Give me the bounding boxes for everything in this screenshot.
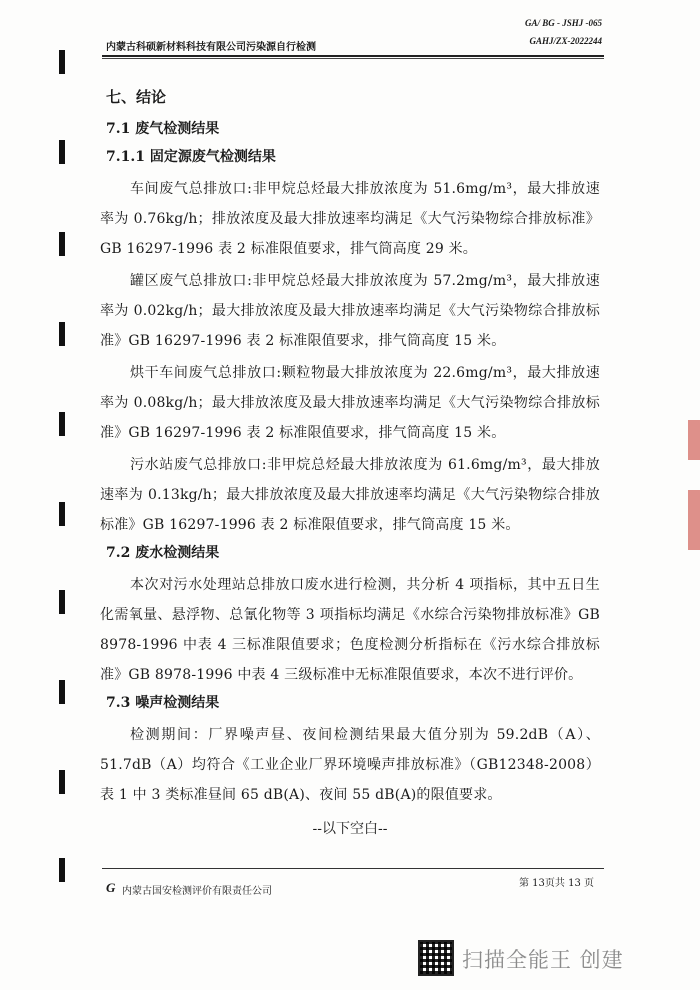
report-code: GA/ BG - JSHJ -065 [524, 18, 602, 28]
binding-mark [59, 232, 65, 256]
section-title: 七、结论 [106, 88, 167, 106]
binding-mark [59, 680, 65, 704]
paragraph-workshop-exhaust: 车间废气总排放口:非甲烷总烃最大排放浓度为 51.6mg/m³，最大排放速率为 0.76kg/h；排放浓度及最大排放速率均满足《大气污染物综合排放标准》GB 16297-1996 表 2 标准限值要求，排气筒高度 29 米。 [100, 181, 600, 257]
paragraph-wastewater: 本次对污水处理站总排放口废水进行检测，共分析 4 项指标，其中五日生化需氧量、悬浮物、总氰化物等 3 项指标均满足《水综合污染物排放标准》GB 8978-1996 中表 4 三标准限值要求；色度检测分析指标在《污水综合排放标准》GB 8978-1996 中表 4 三级标准中无标准限值要求，本次不进行评价。 [100, 577, 600, 683]
paragraph-sewage-exhaust: 污水站废气总排放口:非甲烷总烃最大排放浓度为 61.6mg/m³，最大排放速率为 0.13kg/h；最大排放浓度及最大排放速率均满足《大气污染物综合排放标准》GB 16297-1996 表 2 标准限值要求，排气筒高度 15 米。 [100, 457, 600, 533]
heading-fixed-source: 7.1.1 固定源废气检测结果 [106, 149, 276, 165]
qr-code-icon [418, 940, 454, 976]
binding-mark [59, 770, 65, 794]
binding-mark [59, 50, 65, 74]
heading-noise: 7.3 噪声检测结果 [106, 695, 220, 711]
footer-organization: 内蒙古国安检测评价有限责任公司 [122, 886, 272, 897]
header-title: 内蒙古科硕新材料科技有限公司污染源自行检测 [106, 42, 316, 53]
seal-edge-mark [688, 490, 700, 550]
header-rule-thin [102, 58, 604, 59]
seal-edge-mark [688, 420, 700, 460]
binding-mark [59, 858, 65, 882]
footer-rule [102, 868, 604, 869]
paragraph-noise: 检测期间：厂界噪声昼、夜间检测结果最大值分别为 59.2dB（A）、51.7dB（A）均符合《工业企业厂界环境噪声排放标准》（GB12348-2008）表 1 中 3 类标准昼间 65 dB(A)、夜间 55 dB(A)的限值要求。 [100, 727, 600, 803]
blank-note: --以下空白-- [312, 821, 388, 837]
binding-mark [59, 322, 65, 346]
company-logo-icon: G [106, 880, 116, 895]
binding-mark [59, 502, 65, 526]
paragraph-drying-exhaust: 烘干车间废气总排放口:颗粒物最大排放浓度为 22.6mg/m³，最大排放速率为 0.08kg/h；最大排放浓度及最大排放速率均满足《大气污染物综合排放标准》GB 16297-1996 表 2 标准限值要求，排气筒高度 15 米。 [100, 365, 600, 441]
heading-wastewater: 7.2 废水检测结果 [106, 545, 220, 561]
binding-mark [59, 140, 65, 164]
report-body [100, 86, 600, 844]
page-number: 第 13页共 13 页 [519, 878, 594, 889]
report-number: GAHJ/ZX-2022244 [529, 36, 602, 46]
binding-mark [59, 590, 65, 614]
header-rule [102, 55, 604, 57]
paragraph-tank-exhaust: 罐区废气总排放口:非甲烷总烃最大排放浓度为 57.2mg/m³，最大排放速率为 0.02kg/h；最大排放浓度及最大排放速率均满足《大气污染物综合排放标准》GB 16297-1996 表 2 标准限值要求，排气筒高度 15 米。 [100, 273, 600, 349]
heading-exhaust-gas: 7.1 废气检测结果 [106, 121, 220, 137]
scanner-watermark: 扫描全能王 创建 [462, 948, 624, 972]
binding-mark [59, 412, 65, 436]
